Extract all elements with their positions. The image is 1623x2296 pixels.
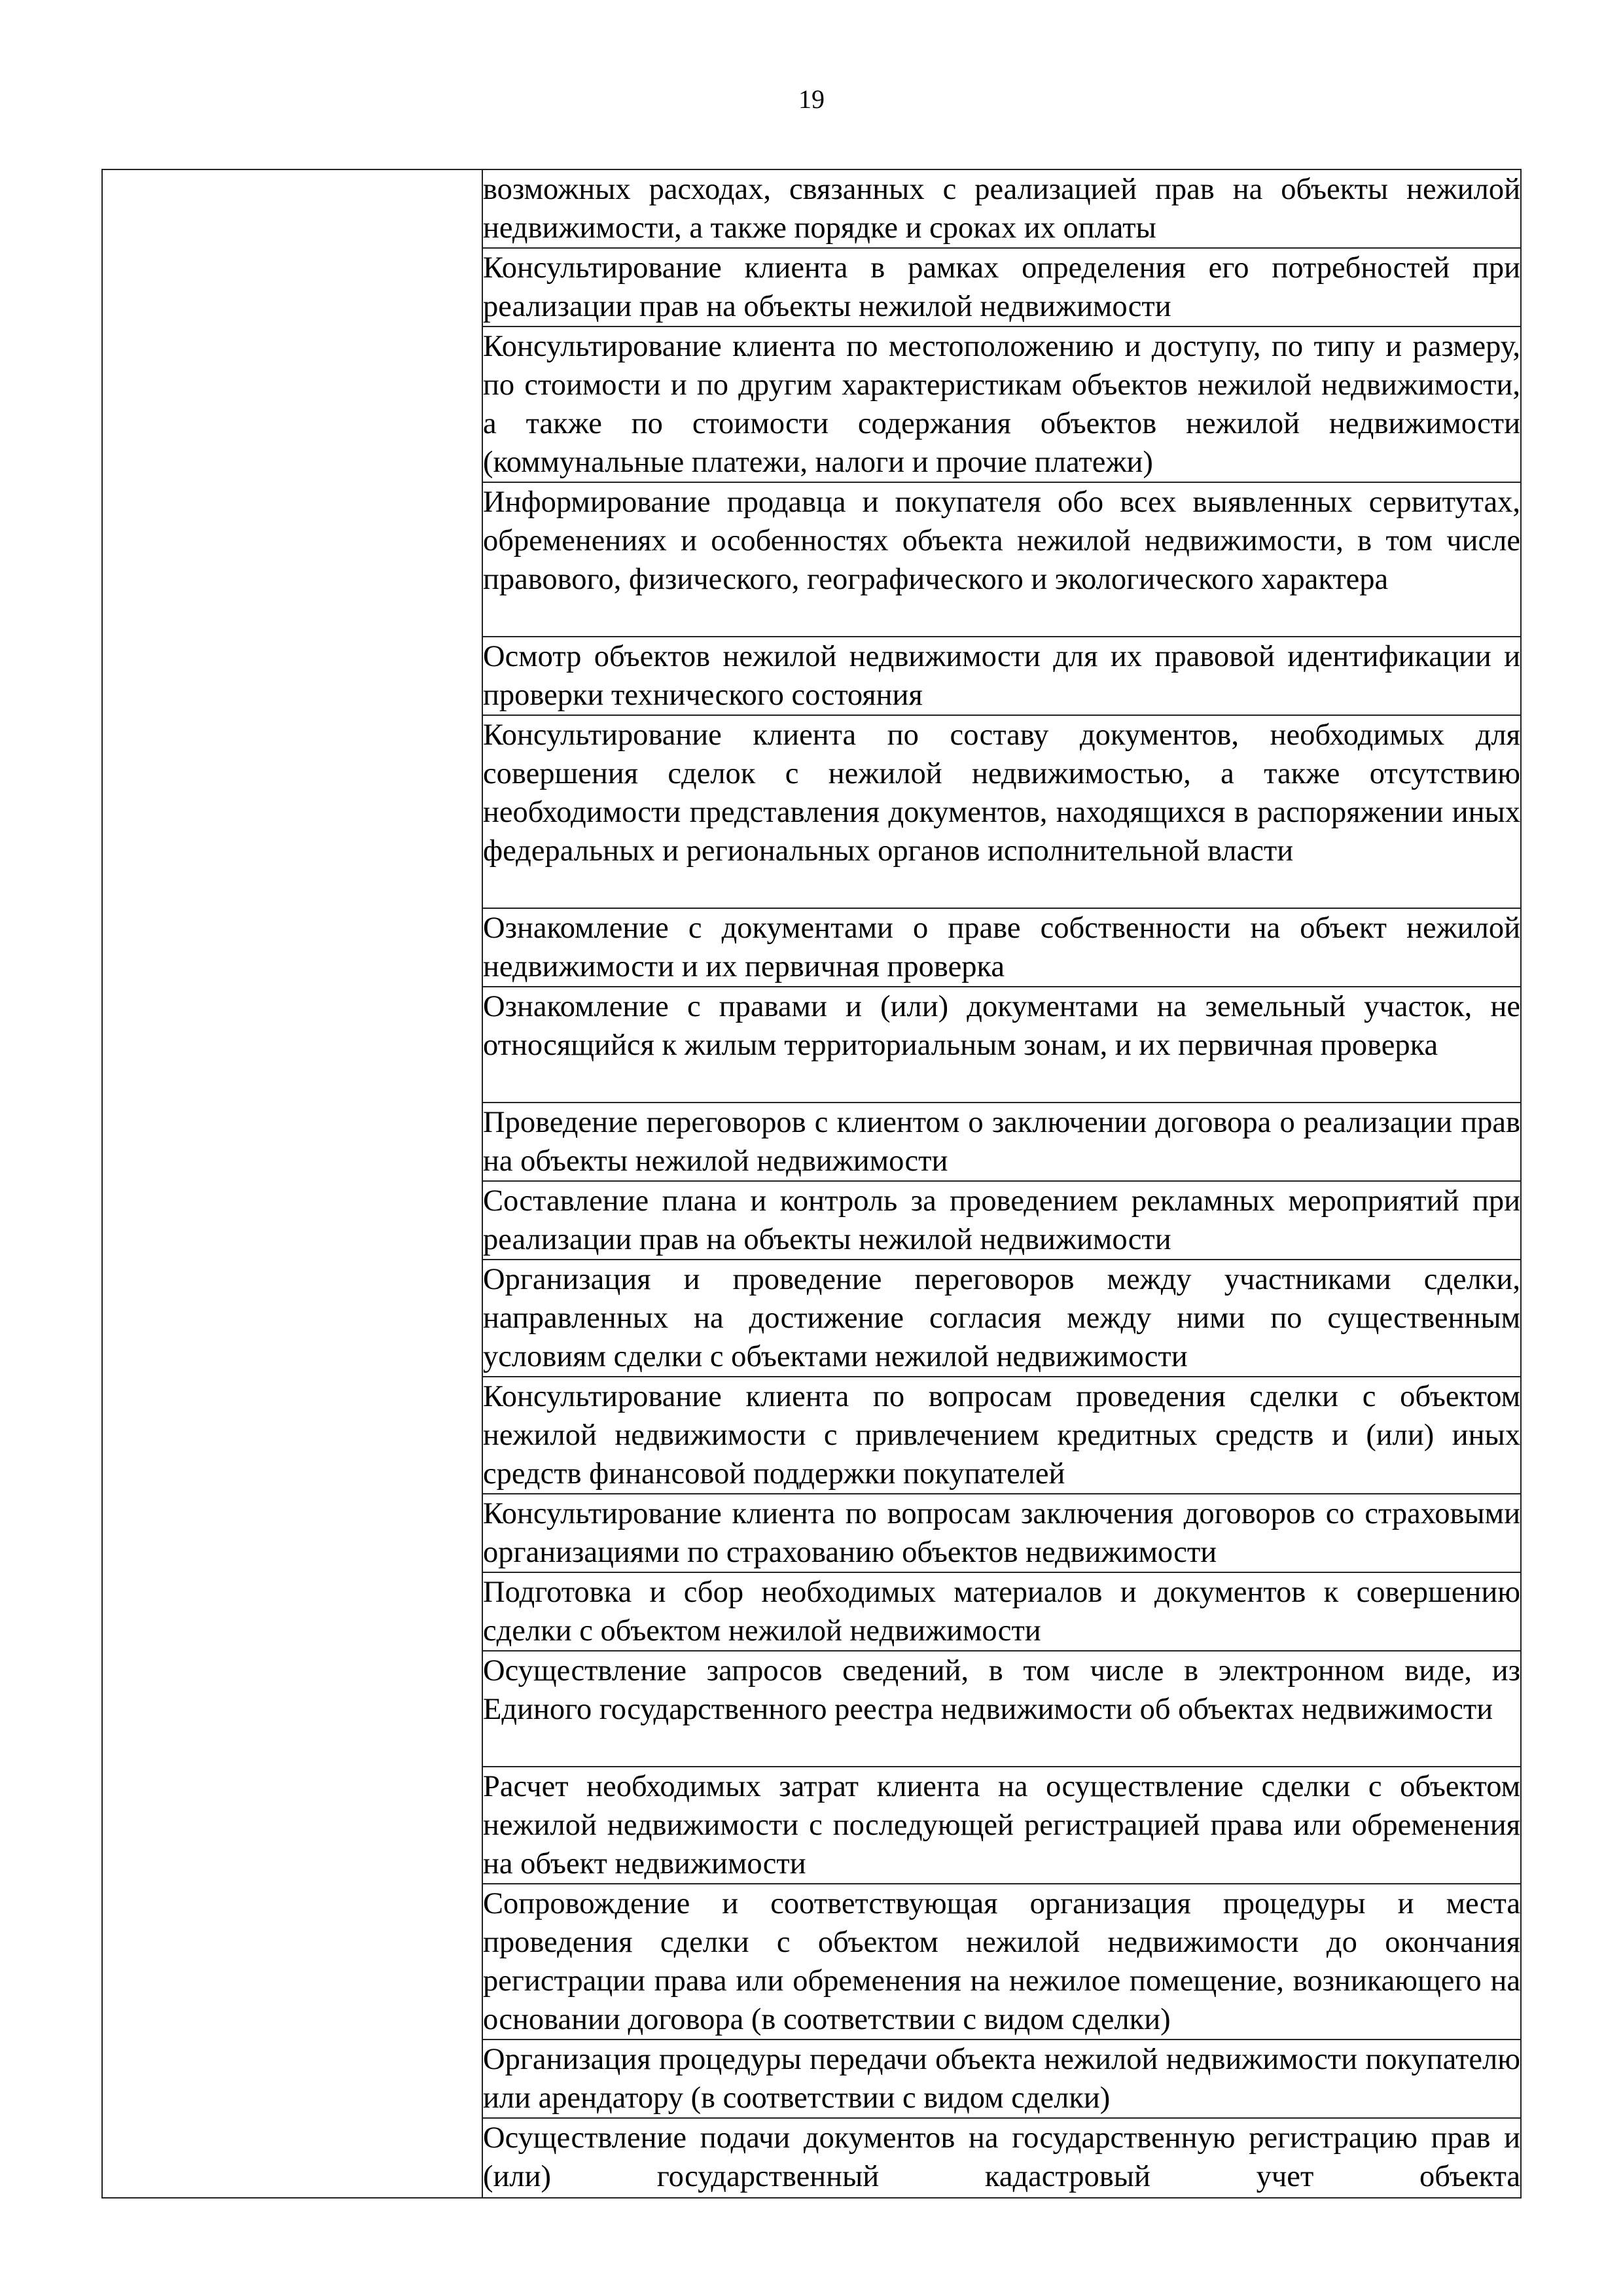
labor-action-cell: Ознакомление с правами и (или) документами на земельный участок, не относящийся к жилым территориальным зонам, и их первичная проверка <box>482 987 1521 1103</box>
labor-action-cell: Подготовка и сбор необходимых материалов и документов к совершению сделки с объектом нежилой недвижимости <box>482 1572 1521 1651</box>
table-row <box>102 169 1521 248</box>
labor-action-cell: Сопровождение и соответствующая организация процедуры и места проведения сделки с объектом нежилой недвижимости до окончания регистрации права или обременения на нежилое помещение, возникающего на основании договора (в соответствии с видом сделки) <box>482 1884 1521 2040</box>
labor-functions-table <box>101 169 1522 2199</box>
labor-action-cell: Составление плана и контроль за проведением рекламных мероприятий при реализации прав на объекты нежилой недвижимости <box>482 1181 1521 1260</box>
labor-action-cell: Организация процедуры передачи объекта нежилой недвижимости покупателю или арендатору (в соответствии с видом сделки) <box>482 2040 1521 2118</box>
labor-function-name-cell <box>102 169 482 2198</box>
labor-action-cell: Консультирование клиента в рамках определения его потребностей при реализации прав на объекты нежилой недвижимости <box>482 248 1521 327</box>
labor-action-cell: Консультирование клиента по местоположению и доступу, по типу и размеру, по стоимости и по другим характеристикам объектов нежилой недвижимости, а также по стоимости содержания объектов нежилой недвижимости (коммунальные платежи, налоги и прочие платежи) <box>482 327 1521 482</box>
labor-action-cell: Осуществление подачи документов на государственную регистрацию прав и (или) государственный кадастровый учет объекта <box>482 2118 1521 2198</box>
labor-action-cell: Организация и проведение переговоров между участниками сделки, направленных на достижение согласия между ними по существенным условиям сделки с объектами нежилой недвижимости <box>482 1260 1521 1377</box>
labor-action-cell: Осмотр объектов нежилой недвижимости для их правовой идентификации и проверки технического состояния <box>482 637 1521 715</box>
labor-action-cell: Проведение переговоров с клиентом о заключении договора о реализации прав на объекты нежилой недвижимости <box>482 1103 1521 1181</box>
labor-action-cell: Осуществление запросов сведений, в том числе в электронном виде, из Единого государственного реестра недвижимости об объектах недвижимости <box>482 1651 1521 1767</box>
labor-action-cell: возможных расходах, связанных с реализацией прав на объекты нежилой недвижимости, а также порядке и сроках их оплаты <box>482 169 1521 248</box>
labor-action-cell: Консультирование клиента по составу документов, необходимых для совершения сделок с нежилой недвижимостью, а также отсутствию необходимости представления документов, находящихся в распоряжении иных федеральных и региональных органов исполнительной власти <box>482 715 1521 908</box>
labor-action-cell: Консультирование клиента по вопросам заключения договоров со страховыми организациями по страхованию объектов недвижимости <box>482 1494 1521 1572</box>
labor-action-cell: Консультирование клиента по вопросам проведения сделки с объектом нежилой недвижимости с привлечением кредитных средств и (или) иных средств финансовой поддержки покупателей <box>482 1377 1521 1494</box>
labor-action-cell: Расчет необходимых затрат клиента на осуществление сделки с объектом нежилой недвижимости с последующей регистрацией права или обременения на объект недвижимости <box>482 1767 1521 1884</box>
page-number: 19 <box>798 84 825 114</box>
labor-action-cell: Ознакомление с документами о праве собственности на объект нежилой недвижимости и их первичная проверка <box>482 908 1521 987</box>
labor-action-cell: Информирование продавца и покупателя обо всех выявленных сервитутах, обременениях и особенностях объекта нежилой недвижимости, в том числе правового, физического, географического и экологического характера <box>482 482 1521 637</box>
